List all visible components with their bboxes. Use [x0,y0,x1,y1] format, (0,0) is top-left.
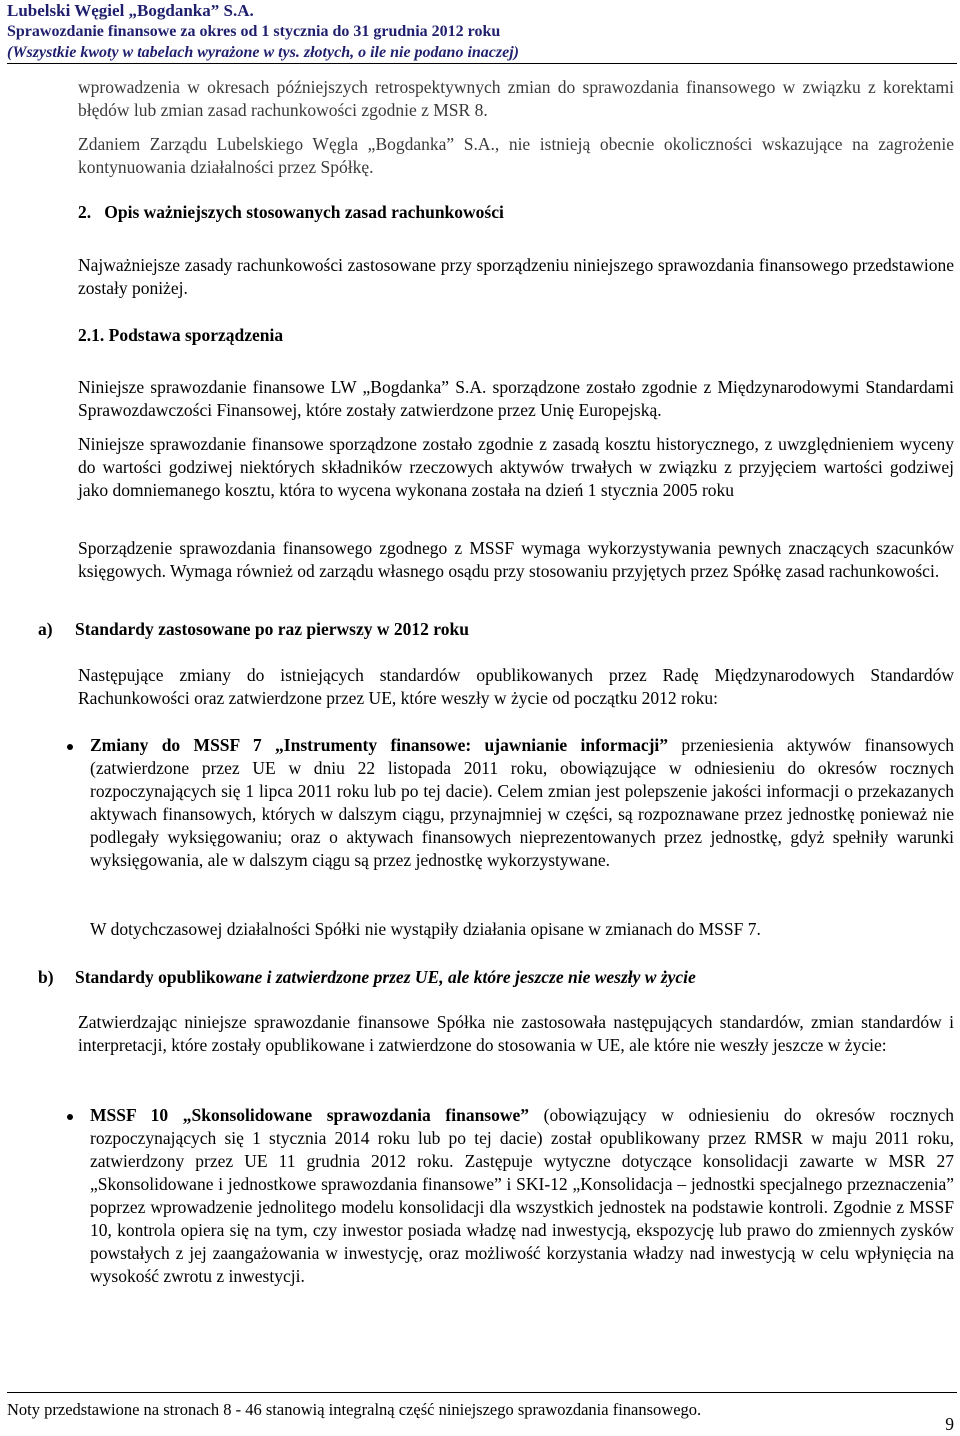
bullet-ifrs10-heading: MSSF 10 „Skonsolidowane sprawozdania finansowe” [90,1105,530,1125]
bullet-ifrs7 [78,734,954,872]
paragraph-msr8: wprowadzenia w okresach późniejszych retrospektywnych zmian do sprawozdania finansowego w związku z korektami błędów lub zmian zasad rachunkowości zgodnie z MSR 8. [78,77,954,120]
subsection-a-title [38,618,469,641]
page-header [7,0,957,63]
paragraph-ifrs-basis: Niniejsze sprawozdanie finansowe LW „Bogdanka” S.A. sporządzone zostało zgodnie z Międzynarodowymi Standardami Sprawozdawczości Finansowej, które zostały zatwierdzone przez Unię Europejską. [78,377,954,420]
company-name: Lubelski Węgiel „Bogdanka” S.A. [7,1,254,20]
paragraph-not-applied: Zatwierdzając niniejsze sprawozdanie finansowe Spółka nie zastosowała następujących standardów, zmian standardów i interpretacji, które zostały opublikowane i zatwierdzone do stosowania w UE, ale które nie weszły jeszcze w życie: [78,1012,954,1055]
bullet-icon [67,1114,73,1120]
paragraph-ifrs7-impact: W dotychczasowej działalności Spółki nie wystąpiły działania opisane w zmianach do MSSF 7. [90,919,761,939]
section-2-title: 2. Opis ważniejszych stosowanych zasad rachunkowości [78,202,504,222]
bullet-icon [67,744,73,750]
footer-rule [7,1392,957,1393]
amounts-note: (Wszystkie kwoty w tabelach wyrażone w tys. złotych, o ile nie podano inaczej) [7,44,519,61]
paragraph-going-concern: Zdaniem Zarządu Lubelskiego Węgla „Bogdanka” S.A., nie istnieją obecnie okoliczności wskazujące na zagrożenie kontynuowania działalności przez Spółkę. [78,134,954,177]
subsection-b-text-bold: Standardy opubliko [75,967,225,987]
header-rule [7,63,957,64]
bullet-ifrs7-text [90,734,954,872]
report-title: Sprawozdanie finansowe za okres od 1 stycznia do 31 grudnia 2012 roku [7,23,501,40]
paragraph-estimates: Sporządzenie sprawozdania finansowego zgodnego z MSSF wymaga wykorzystywania pewnych znaczących szacunków księgowych. Wymaga również od zarządu własnego osądu przy stosowaniu przyjętych przez Spółkę zasad rachunkowości. [78,538,954,581]
bullet-ifrs7-body: przeniesienia aktywów finansowych (zatwierdzone przez UE w dniu 22 listopada 2011 roku, obowiązujące w odniesieniu do okresów rocznych rozpoczynających się 1 lipca 2011 roku lub po tej dacie). Celem zmian jest polepszenie jakości informacji o przekazanych aktywach finansowych, których w dalszym ciągu, przynajmniej w części, są rozpoznawane przez jednostkę ponieważ nie podlegały wyksięgowaniu; oraz o aktywach finansowych nieprezentowanych przez jednostkę, gdyż spełniły warunki wyksięgowania, ale w dalszym ciągu są przez jednostkę wykorzystywane. [90,735,954,870]
bullet-ifrs10 [78,1104,954,1288]
page-number: 9 [945,1414,954,1434]
paragraph-principles-intro: Najważniejsze zasady rachunkowości zastosowane przy sporządzeniu niniejszego sprawozdania finansowego przedstawione zostały poniżej. [78,255,954,298]
section-2-1-title: 2.1. Podstawa sporządzenia [78,325,284,345]
bullet-ifrs7-heading: Zmiany do MSSF 7 „Instrumenty finansowe: ujawnianie informacji” [90,735,669,755]
footer-note: Noty przedstawione na stronach 8 - 46 stanowią integralną część niniejszego sprawozdania finansowego. [7,1400,702,1419]
paragraph-new-standards: Następujące zmiany do istniejących standardów opublikowanych przez Radę Międzynarodowych Standardów Rachunkowości oraz zatwierdzone przez UE, które weszły w życie od początku 2012 roku: [78,665,954,708]
page-footer [7,1392,957,1420]
subsection-b-title [38,966,696,989]
bullet-ifrs10-text [90,1104,954,1288]
subsection-a-text: Standardy zastosowane po raz pierwszy w 2012 roku [75,619,469,639]
subsection-a-letter: a) [38,619,53,639]
subsection-b-letter: b) [38,967,54,987]
subsection-b-text-italic: wane i zatwierdzone przez UE, ale które jeszcze nie weszły w życie [224,967,696,987]
bullet-ifrs10-body: (obowiązujący w odniesieniu do okresów rocznych rozpoczynających się 1 stycznia 2014 roku lub po tej dacie) został opublikowany przez RMSR w maju 2011 roku, zatwierdzony przez UE 11 grudnia 2012 roku. Zastępuje wytyczne dotyczące konsolidacji zawarte w MSR 27 „Skonsolidowane i jednostkowe sprawozdania finansowe” i SKI-12 „Konsolidacja – jednostki specjalnego przeznaczenia” poprzez wprowadzenie jednolitego modelu konsolidacji dla wszystkich jednostek na podstawie kontroli. Zgodnie z MSSF 10, kontrola opiera się na tym, czy inwestor posiada władzę nad inwestycją, ekspozycję lub prawo do zmiennych zysków powstałych z jej zaangażowania w inwestycję, oraz możliwość korzystania władzy nad inwestycją w celu wpłynięcia na wysokość zwrotu z inwestycji. [90,1105,954,1286]
paragraph-historical-cost: Niniejsze sprawozdanie finansowe sporządzone zostało zgodnie z zasadą kosztu historycznego, z uwzględnieniem wyceny do wartości godziwej niektórych składników rzeczowych aktywów trwałych w związku z przyjęciem wartości godziwej jako domniemanego kosztu, która to wycena wykonana została na dzień 1 stycznia 2005 roku [78,434,954,500]
